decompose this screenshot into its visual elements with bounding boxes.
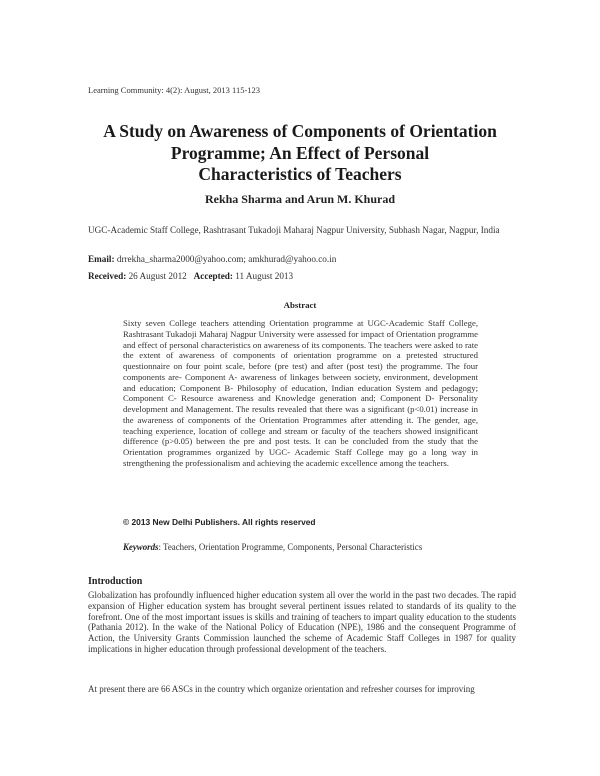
received-label: Received: xyxy=(88,271,127,281)
affiliation: UGC-Academic Staff College, Rashtrasant Tukadoji Maharaj Nagpur University, Subhash Nagar, Nagpur, India xyxy=(88,225,500,235)
email-line xyxy=(88,254,336,264)
dates-line xyxy=(88,271,293,281)
introduction-paragraph: Globalization has profoundly influenced higher education system all over the world in the past two decades. The rapid expansion of Higher education system has brought several pertinent issues related to standards of its quality to the forefront. One of the most important issues is skills and training of teachers to impart quality education to the students (Pathania 2012). In the wake of the National Policy of Education (NPE), 1986 and the consequent Programme of Action, the University Grants Commission launched the scheme of Academic Staff Colleges in 1987 for quality implications in higher education through professional development of the teachers. xyxy=(88,590,516,654)
authors: Rekha Sharma and Arun M. Khurad xyxy=(204,192,396,206)
abstract-heading: Abstract xyxy=(283,300,317,310)
introduction-paragraph: At present there are 66 ASCs in the country which organize orientation and refresher courses for improving xyxy=(88,684,475,694)
accepted-label: Accepted: xyxy=(193,271,233,281)
introduction-heading: Introduction xyxy=(88,576,143,587)
received-date: 26 August 2012 xyxy=(126,271,187,281)
copyright-notice: © 2013 New Delhi Publishers. All rights reserved xyxy=(123,517,316,527)
keywords-value: : Teachers, Orientation Programme, Components, Personal Characteristics xyxy=(158,542,423,552)
running-head: Learning Community: 4(2): August, 2013 115-123 xyxy=(88,85,261,95)
abstract-text: Sixty seven College teachers attending Orientation programme at UGC-Academic Staff College, Rashtrasant Tukadoji Maharaj Nagpur University were assessed for impact of Orientation programme and effect of personal characteristics on awareness of its components. The teachers were asked to rate the extent of awareness of components of orientation programme on a pretested structured questionnaire on four point scale, before (pre test) and after (post test) the programme. The four components are- Component A- awareness of linkages between society, environment, development and education; Component B- Philosophy of education, Indian education System and pedagogy; Component C- Resource awareness and Knowledge generation and; Component D- Personality development and Management. The results revealed that there was a significant (p<0.01) increase in the awareness of components of the Orientation Programmes after attending it. The gender, age, teaching experience, location of college and stream or faculty of the teachers showed insignificant difference (p>0.05) between the pre and post tests. It can be concluded from the study that the Orientation programmes organized by UGC- Academic Staff College may go a long way in strengthening the professionalism and achieving the academic excellence among the teachers. xyxy=(123,318,478,468)
keywords-label: Keywords xyxy=(123,542,159,552)
keywords-line xyxy=(123,542,422,552)
email-label: Email: xyxy=(88,254,115,264)
title-line: A Study on Awareness of Components of Orientation xyxy=(103,121,497,141)
title-line: Characteristics of Teachers xyxy=(198,164,402,184)
title-line: Programme; An Effect of Personal xyxy=(170,142,430,163)
accepted-date: 11 August 2013 xyxy=(232,271,294,281)
email-value: drrekha_sharma2000@yahoo.com; amkhurad@yahoo.co.in xyxy=(114,254,337,264)
paper-title xyxy=(60,121,540,186)
